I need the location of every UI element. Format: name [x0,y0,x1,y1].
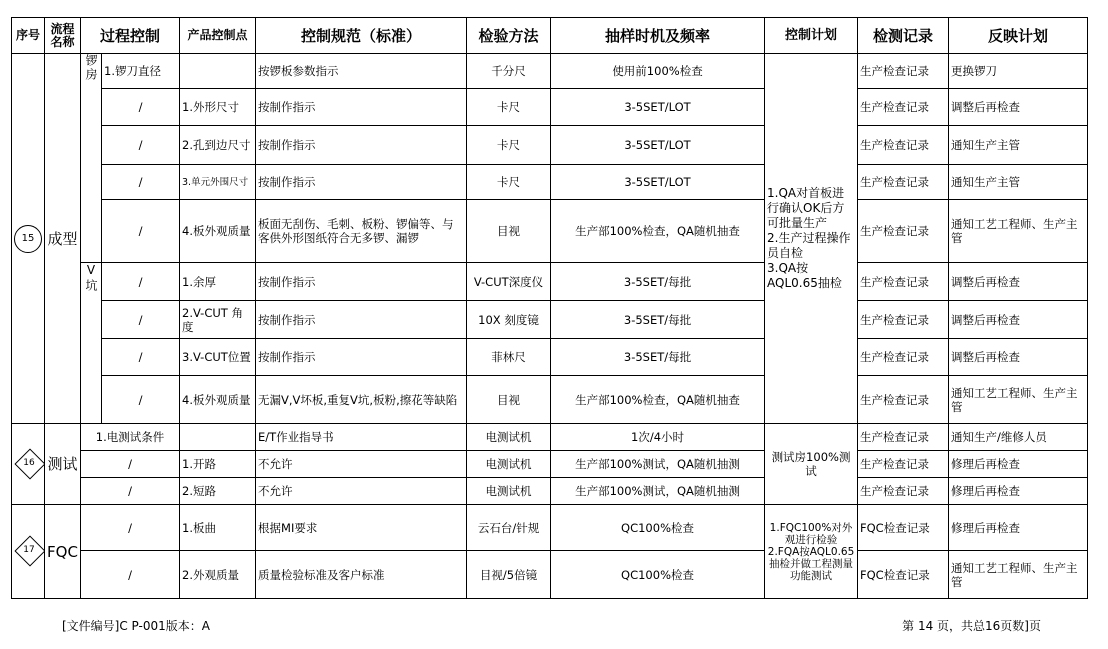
header-product-control-point: 产品控制点 [180,18,256,54]
product-control-point-cell [180,424,256,451]
record-cell: FQC检查记录 [858,505,949,551]
circle-number-badge: 15 [14,225,42,253]
record-cell: 生产检查记录 [858,301,949,339]
process-control-cell: / [102,339,180,376]
sampling-cell: 3-5SET/LOT [551,89,765,126]
reaction-plan-cell: 调整后再检查 [949,263,1088,301]
seq-cell [12,505,45,599]
control-spec-cell: 根据MI要求 [256,505,467,551]
stage-name: 测试 [45,424,81,505]
process-control-cell: / [102,301,180,339]
inspection-method-cell: 目视 [467,200,551,263]
control-spec-cell: 板面无刮伤、毛刺、板粉、锣偏等、与客供外形图纸符合无多锣、漏锣 [256,200,467,263]
inspection-method-cell: 卡尺 [467,165,551,200]
control-spec-cell: 质量检验标准及客户标准 [256,551,467,599]
product-control-point-cell: 2.短路 [180,478,256,505]
diamond-number-badge [14,535,44,565]
process-control-cell: / [102,200,180,263]
table-row [12,200,1088,263]
record-cell: 生产检查记录 [858,89,949,126]
record-cell: 生产检查记录 [858,54,949,89]
product-control-point-cell: 2.V-CUT 角度 [180,301,256,339]
record-cell: 生产检查记录 [858,376,949,424]
table-row [12,478,1088,505]
process-control-cell: / [102,376,180,424]
product-control-point-cell: 1.开路 [180,451,256,478]
sampling-cell: 使用前100%检查 [551,54,765,89]
table-row [12,376,1088,424]
reaction-plan-cell: 更换锣刀 [949,54,1088,89]
reaction-plan-cell: 调整后再检查 [949,89,1088,126]
header-inspection-method: 检验方法 [467,18,551,54]
record-cell: 生产检查记录 [858,339,949,376]
header-flow-name: 流程名称 [45,18,81,54]
record-cell: 生产检查记录 [858,451,949,478]
control-plan-cell: 测试房100%测试 [765,424,858,505]
control-spec-cell: 按制作指示 [256,339,467,376]
product-control-point-cell: 4.板外观质量 [180,376,256,424]
process-control-cell: 1.锣刀直径 [102,54,180,89]
table-row [12,551,1088,599]
sampling-cell: 3-5SET/每批 [551,339,765,376]
control-plan-cell: 1.FQC100%对外观进行检验 2.FQA按AQL0.65抽检并做工程测量功能测试 [765,505,858,599]
inspection-method-cell: 千分尺 [467,54,551,89]
inspection-method-cell: 卡尺 [467,126,551,165]
inspection-method-cell: 菲林尺 [467,339,551,376]
process-control-cell: 1.电测试条件 [81,424,180,451]
seq-cell [12,54,45,424]
control-spec-cell: 按制作指示 [256,165,467,200]
record-cell: 生产检查记录 [858,424,949,451]
reaction-plan-cell: 调整后再检查 [949,339,1088,376]
inspection-method-cell: 卡尺 [467,89,551,126]
doc-number: [文件编号]C P-001版本：A [62,619,210,633]
reaction-plan-cell: 通知生产主管 [949,126,1088,165]
table-row [12,263,1088,301]
diamond-number: 16 [23,457,35,468]
process-control-cell: / [81,478,180,505]
stage-name: 成型 [45,54,81,424]
table-row [12,54,1088,89]
record-cell: 生产检查记录 [858,126,949,165]
table-row [12,505,1088,551]
control-spec-cell: 按制作指示 [256,263,467,301]
product-control-point-cell: 1.余厚 [180,263,256,301]
product-control-point-cell: 3.V-CUT位置 [180,339,256,376]
header-seq: 序号 [12,18,45,54]
product-control-point-cell: 2.外观质量 [180,551,256,599]
sampling-cell: 生产部100%测试，QA随机抽测 [551,478,765,505]
diamond-number: 17 [23,545,35,555]
control-spec-cell: 不允许 [256,478,467,505]
product-control-point-cell [180,54,256,89]
sub-process-gong: 锣房 [81,54,102,263]
inspection-method-cell: 电测试机 [467,424,551,451]
control-spec-cell: E/T作业指导书 [256,424,467,451]
reaction-plan-cell: 修理后再检查 [949,451,1088,478]
record-cell: 生产检查记录 [858,263,949,301]
product-control-point-cell: 2.孔到边尺寸 [180,126,256,165]
record-cell: 生产检查记录 [858,478,949,505]
process-control-cell: / [81,451,180,478]
process-control-cell: / [102,263,180,301]
control-plan-sheet [11,17,1087,609]
stage-name: FQC [45,505,81,599]
process-control-cell: / [102,89,180,126]
reaction-plan-cell: 通知工艺工程师、生产主管 [949,200,1088,263]
header-row [12,18,1088,54]
reaction-plan-cell: 通知生产主管 [949,165,1088,200]
control-spec-cell: 按制作指示 [256,89,467,126]
reaction-plan-cell: 通知生产/维修人员 [949,424,1088,451]
reaction-plan-cell: 通知工艺工程师、生产主管 [949,551,1088,599]
inspection-method-cell: 电测试机 [467,478,551,505]
header-reaction-plan: 反映计划 [949,18,1088,54]
product-control-point-cell: 1.板曲 [180,505,256,551]
sub-process-v-cut: V坑 [81,263,102,424]
inspection-method-cell: 云石台/针规 [467,505,551,551]
reaction-plan-cell: 修理后再检查 [949,478,1088,505]
sampling-cell: 生产部100%检查，QA随机抽查 [551,200,765,263]
record-cell: FQC检查记录 [858,551,949,599]
table-row [12,165,1088,200]
sampling-cell: 1次/4小时 [551,424,765,451]
diamond-number-badge [14,448,44,478]
sampling-cell: 生产部100%检查，QA随机抽查 [551,376,765,424]
sampling-cell: QC100%检查 [551,551,765,599]
process-control-cell: / [102,126,180,165]
process-control-cell: / [102,165,180,200]
header-control-plan: 控制计划 [765,18,858,54]
sampling-cell: 生产部100%测试，QA随机抽测 [551,451,765,478]
sampling-cell: 3-5SET/每批 [551,263,765,301]
record-cell: 生产检查记录 [858,165,949,200]
sampling-cell: 3-5SET/每批 [551,301,765,339]
sampling-cell: 3-5SET/LOT [551,165,765,200]
header-control-spec: 控制规范（标准） [256,18,467,54]
control-spec-cell: 无漏V,V坏板,重复V坑,板粉,擦花等缺陷 [256,376,467,424]
header-sampling: 抽样时机及频率 [551,18,765,54]
table-row [12,424,1088,451]
control-spec-cell: 不允许 [256,451,467,478]
inspection-method-cell: 目视 [467,376,551,424]
record-cell: 生产检查记录 [858,200,949,263]
table-row [12,126,1088,165]
inspection-method-cell: 10X 刻度镜 [467,301,551,339]
sampling-cell: 3-5SET/LOT [551,126,765,165]
control-plan-cell: 1.QA对首板进行确认OK后方可批量生产 2.生产过程操作员自检 3.QA按AQL0.65抽检 [765,54,858,424]
inspection-method-cell: 目视/5倍镜 [467,551,551,599]
sampling-cell: QC100%检查 [551,505,765,551]
table-row [12,339,1088,376]
header-record: 检测记录 [858,18,949,54]
control-plan-table [11,17,1088,599]
reaction-plan-cell: 通知工艺工程师、生产主管 [949,376,1088,424]
control-spec-cell: 按锣板参数指示 [256,54,467,89]
header-process-control: 过程控制 [81,18,180,54]
control-spec-cell: 按制作指示 [256,126,467,165]
control-spec-cell: 按制作指示 [256,301,467,339]
reaction-plan-cell: 修理后再检查 [949,505,1088,551]
seq-cell [12,424,45,505]
table-row [12,451,1088,478]
page-info: 第 14 页，共总16页数]页 [902,619,1041,633]
inspection-method-cell: V-CUT深度仪 [467,263,551,301]
inspection-method-cell: 电测试机 [467,451,551,478]
table-row [12,89,1088,126]
table-row [12,301,1088,339]
reaction-plan-cell: 调整后再检查 [949,301,1088,339]
process-control-cell: / [81,505,180,551]
product-control-point-cell: 1.外形尺寸 [180,89,256,126]
product-control-point-cell: 3.单元外围尺寸 [180,165,256,200]
process-control-cell: / [81,551,180,599]
product-control-point-cell: 4.板外观质量 [180,200,256,263]
